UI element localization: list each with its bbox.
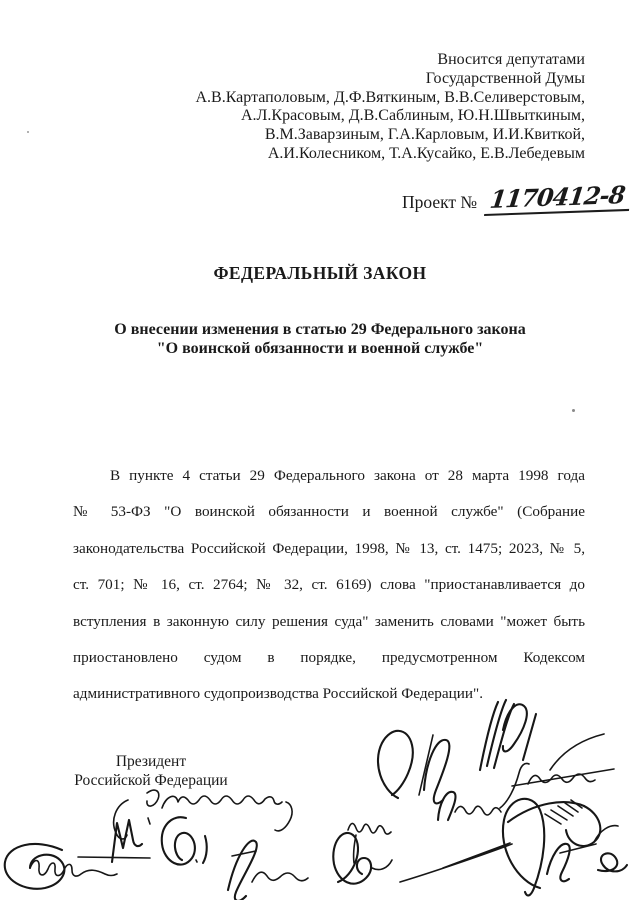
project-label: Проект № — [402, 192, 478, 212]
deputies-line: А.Л.Красовым, Д.В.Саблиным, Ю.Н.Швыткиным, — [240, 107, 585, 125]
signature-loops — [114, 790, 292, 839]
project-number-line — [402, 180, 629, 216]
signatures-overlay — [0, 690, 640, 900]
body-line: вступления в законную силу решения суда" заменить словами "может быть — [73, 612, 585, 630]
signature-slanted-strokes — [480, 700, 536, 770]
president-title-line2: Российской Федерации — [74, 772, 228, 789]
signature-le-loops — [438, 763, 529, 820]
president-title-line1: Президент — [115, 753, 187, 770]
submitted-by-line: Государственной Думы — [425, 69, 585, 87]
project-number-handwritten: 1170412-8 — [484, 180, 632, 216]
law-title-line1: О внесении изменения в статью 29 Федерального закона — [114, 321, 526, 338]
submitted-by-block — [195, 51, 585, 164]
deputies-line: А.В.Картаполовым, Д.Ф.Вяткиным, В.В.Селиверстовым, — [195, 88, 585, 106]
signature-bottom-middle — [228, 833, 392, 900]
body-line: административного судопроизводства Российской Федерации". — [73, 685, 484, 703]
law-title — [0, 321, 640, 359]
law-heading: ФЕДЕРАЛЬНЫЙ ЗАКОН — [213, 263, 427, 283]
body-line: приостановлено судом в порядке, предусмотренном Кодексом — [73, 648, 585, 666]
law-body-paragraph — [73, 458, 585, 713]
deputies-line: В.М.Заварзиным, Г.А.Карловым, И.И.Квиткой, — [264, 126, 585, 144]
body-line: законодательства Российской Федерации, 1998, № 13, ст. 1475; 2023, № 5, — [73, 539, 585, 557]
submitted-by-line: Вносится депутатами — [437, 51, 585, 68]
signature-bottom-left — [5, 844, 150, 889]
body-line: № 53-ФЗ "О воинской обязанности и военной службе" (Собрание — [73, 503, 585, 521]
deputies-line: А.И.Колесником, Т.А.Кусайко, Е.В.Лебедевым — [267, 144, 585, 162]
signature-jts — [547, 844, 627, 881]
scan-speck — [572, 409, 575, 412]
body-line: ст. 701; № 16, ст. 2764; № 32, ст. 6169) слова "приостанавливается до — [73, 576, 585, 594]
signature-tall-ovals — [348, 731, 449, 863]
signature-diagonal-lines — [400, 843, 512, 882]
body-line: В пункте 4 статьи 29 Федерального закона от 28 марта 1998 года — [110, 467, 585, 484]
law-title-line2: "О воинской обязанности и военной службе" — [156, 339, 484, 357]
scan-speck — [27, 131, 29, 133]
